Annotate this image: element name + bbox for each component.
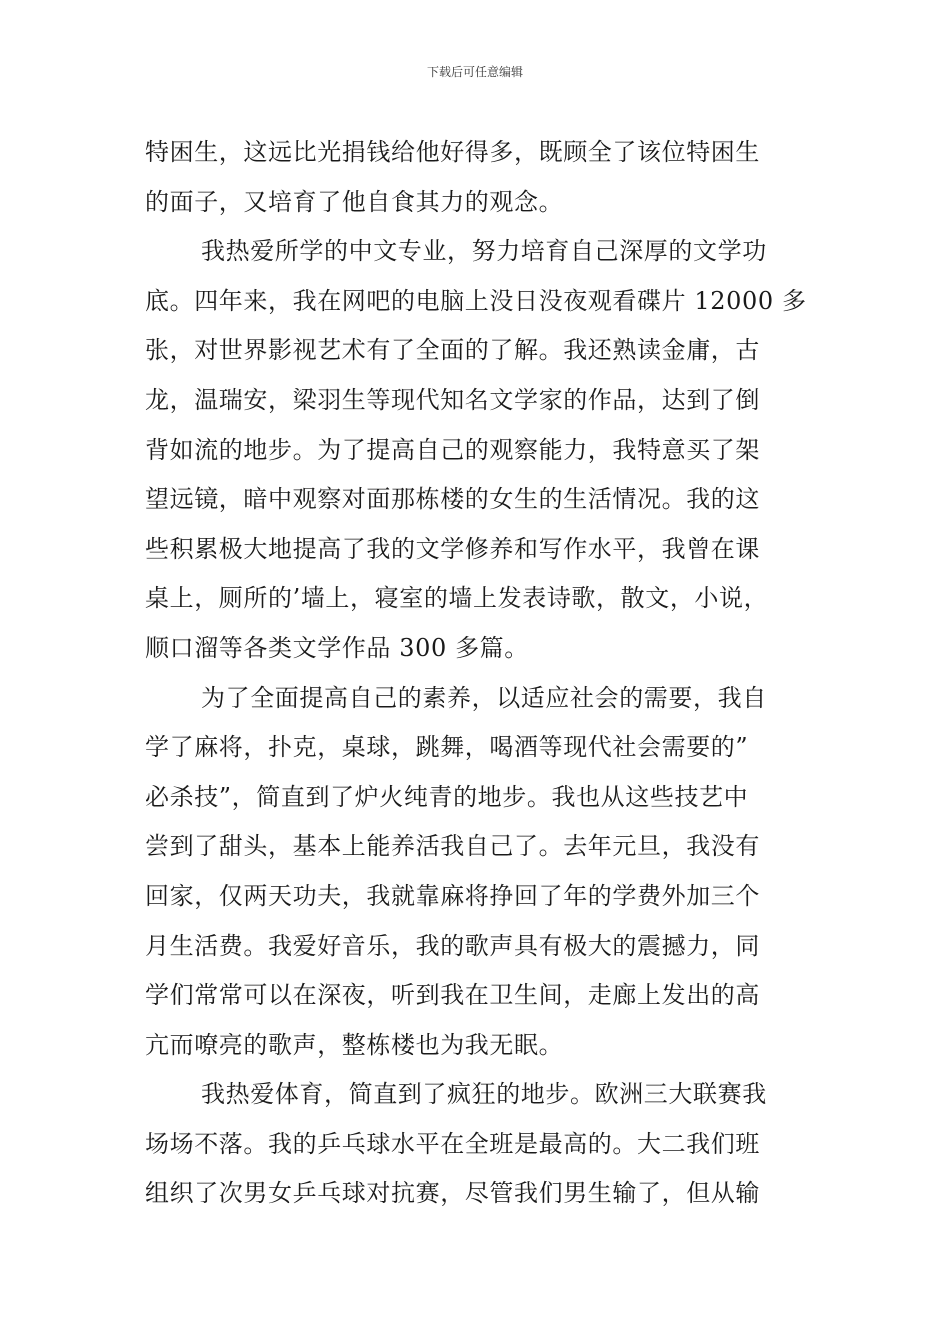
text-line: 尝到了甜头，基本上能养活我自己了。去年元旦，我没有 [145, 832, 760, 861]
text-line: 回家，仅两天功夫，我就靠麻将挣回了年的学费外加三个 [145, 881, 760, 910]
text-line: 些积累极大地提高了我的文学修养和写作水平，我曾在课 [145, 534, 760, 563]
text-line: 的面子，又培育了他自食其力的观念。 [145, 187, 564, 216]
text-line: 学了麻将，扑克，桌球，跳舞，喝酒等现代社会需要的” [145, 733, 749, 762]
paragraph-start-line: 为了全面提高自己的素养，以适应社会的需要，我自 [201, 683, 767, 712]
text-line: 月生活费。我爱好音乐，我的歌声具有极大的震撼力，同 [145, 931, 760, 960]
body-text [145, 128, 815, 1219]
paragraph-start-line: 我热爱所学的中文专业，努力培育自己深厚的文学功 [201, 237, 767, 266]
text-line: 学们常常可以在深夜，听到我在卫生间，走廊上发出的高 [145, 981, 760, 1010]
text-line: 组织了次男女乒乓球对抗赛，尽管我们男生输了，但从输 [145, 1179, 760, 1208]
text-line: 张，对世界影视艺术有了全面的了解。我还熟读金庸，古 [145, 336, 760, 365]
text-line: 顺口溜等各类文学作品 300 多篇。 [145, 633, 529, 662]
text-line: 底。四年来，我在网吧的电脑上没日没夜观看碟片 12000 多 [145, 286, 807, 315]
paragraph-start-line: 我热爱体育，简直到了疯狂的地步。欧洲三大联赛我 [201, 1080, 767, 1109]
text-line: 亢而嘹亮的歌声，整栋楼也为我无眠。 [145, 1030, 564, 1059]
text-line: 桌上，厕所的’墙上，寝室的墙上发表诗歌，散文，小说， [145, 584, 769, 613]
text-line: 望远镜，暗中观察对面那栋楼的女生的生活情况。我的这 [145, 485, 760, 514]
text-line: 特困生，这远比光捐钱给他好得多，既顾全了该位特困生 [145, 138, 760, 166]
text-line: 背如流的地步。为了提高自己的观察能力，我特意买了架 [145, 435, 760, 464]
text-line: 必杀技”，简直到了炉火纯青的地步。我也从这些技艺中 [145, 782, 749, 811]
text-line: 场场不落。我的乒乓球水平在全班是最高的。大二我们班 [145, 1129, 760, 1158]
text-line: 龙，温瑞安，梁羽生等现代知名文学家的作品，达到了倒 [145, 385, 760, 414]
page-header: 下载后可任意编辑 [426, 65, 523, 79]
